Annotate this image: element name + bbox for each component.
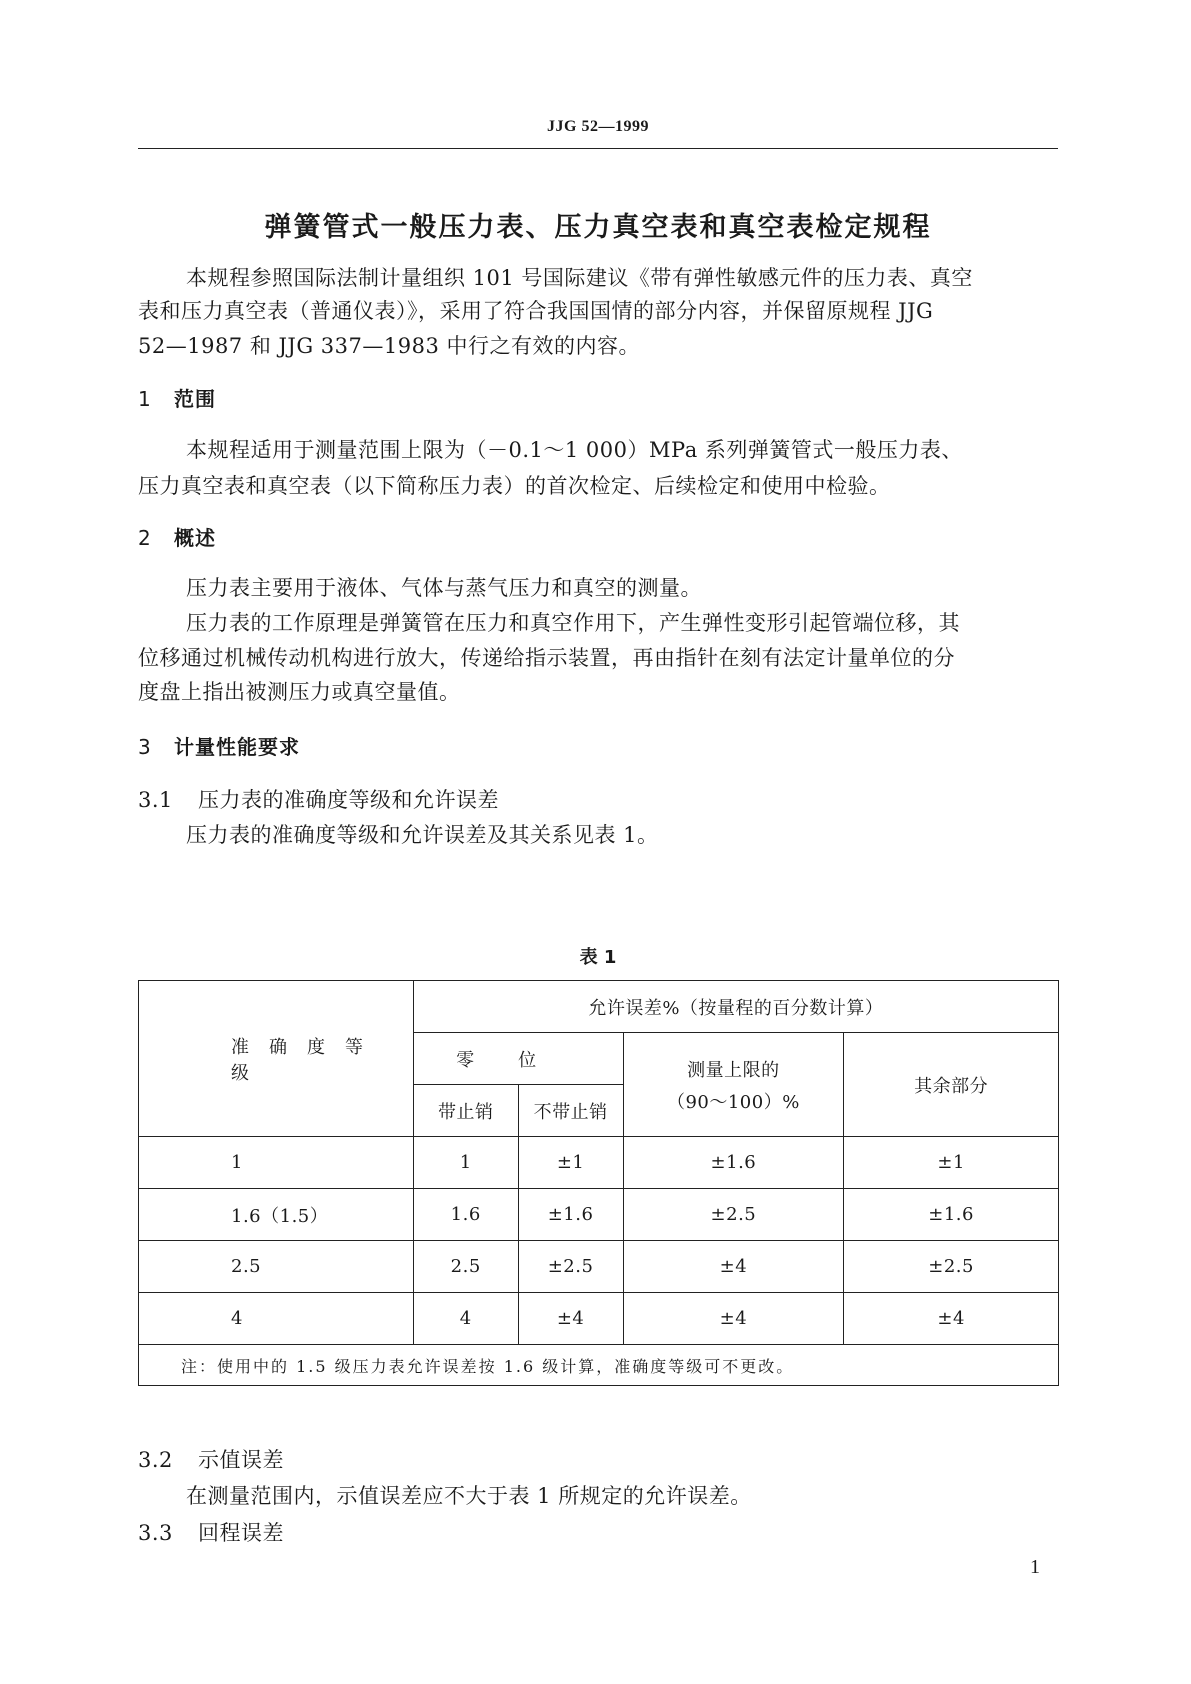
document-title: 弹簧管式一般压力表、压力真空表和真空表检定规程 — [264, 212, 932, 243]
cell-upper: ±1.6 — [623, 1137, 844, 1189]
section-2-para-2-line-1: 压力表的工作原理是弹簧管在压力和真空作用下，产生弹性变形引起管端位移，其 — [186, 611, 960, 635]
intro-line-3: 52—1987 和 JJG 337—1983 中行之有效的内容。 — [138, 334, 641, 358]
section-3-heading — [138, 731, 300, 760]
subsection-number: 3.3 — [138, 1521, 173, 1545]
section-1-line-2: 压力真空表和真空表（以下简称压力表）的首次检定、后续检定和使用中检验。 — [138, 474, 891, 498]
cell-nostop: ±2.5 — [518, 1241, 623, 1293]
section-2-para-1: 压力表主要用于液体、气体与蒸气压力和真空的测量。 — [186, 576, 702, 600]
subsection-number: 3.1 — [138, 788, 173, 812]
section-1-heading — [138, 383, 216, 412]
subsection-title: 回程误差 — [198, 1521, 284, 1545]
cell-nostop: ±1 — [518, 1137, 623, 1189]
header-rest: 其余部分 — [844, 1033, 1059, 1137]
header-upper-limit-line-2: （90～100）% — [666, 1091, 800, 1113]
header-grade: 准确度等级 — [139, 981, 414, 1137]
subsection-title: 压力表的准确度等级和允许误差 — [198, 788, 499, 812]
subsection-3-2-text: 在测量范围内，示值误差应不大于表 1 所规定的允许误差。 — [186, 1484, 752, 1508]
cell-rest: ±4 — [844, 1293, 1059, 1345]
cell-stop: 4 — [413, 1293, 518, 1345]
section-1-line-1: 本规程适用于测量范围上限为（－0.1～1 000）MPa 系列弹簧管式一般压力表、 — [186, 438, 963, 462]
header-upper-limit — [623, 1033, 844, 1137]
cell-grade: 2.5 — [139, 1241, 414, 1293]
accuracy-table — [138, 980, 1059, 1386]
cell-rest: ±1 — [844, 1137, 1059, 1189]
subsection-3-1-heading — [138, 784, 1058, 814]
section-number: 3 — [138, 735, 152, 759]
cell-nostop: ±1.6 — [518, 1189, 623, 1241]
header-allowable-error: 允许误差%（按量程的百分数计算） — [413, 981, 1058, 1033]
table-row — [139, 1189, 1059, 1241]
intro-line-1: 本规程参照国际法制计量组织 101 号国际建议《带有弹性敏感元件的压力表、真空 — [186, 266, 973, 290]
section-2-heading — [138, 522, 216, 551]
cell-upper: ±4 — [623, 1293, 844, 1345]
cell-nostop: ±4 — [518, 1293, 623, 1345]
subsection-number: 3.2 — [138, 1448, 173, 1472]
cell-rest: ±1.6 — [844, 1189, 1059, 1241]
page-number: 1 — [1030, 1556, 1040, 1578]
table-row — [139, 1241, 1059, 1293]
section-number: 2 — [138, 526, 152, 550]
cell-grade: 4 — [139, 1293, 414, 1345]
header-rule — [138, 148, 1058, 149]
header-zero: 零位 — [413, 1033, 623, 1085]
cell-rest: ±2.5 — [844, 1241, 1059, 1293]
subsection-3-1-text: 压力表的准确度等级和允许误差及其关系见表 1。 — [186, 823, 659, 847]
header-with-stop-pin: 带止销 — [413, 1085, 518, 1137]
cell-stop: 1 — [413, 1137, 518, 1189]
header-upper-limit-line-1: 测量上限的 — [687, 1059, 780, 1081]
cell-grade: 1 — [139, 1137, 414, 1189]
subsection-3-2-heading — [138, 1444, 1058, 1474]
table-caption: 表 1 — [579, 947, 617, 968]
section-number: 1 — [138, 387, 152, 411]
section-2-para-2-line-3: 度盘上指出被测压力或真空量值。 — [138, 680, 461, 704]
section-title: 范围 — [174, 387, 216, 411]
intro-line-2: 表和压力真空表（普通仪表）》，采用了符合我国国情的部分内容，并保留原规程 JJG — [138, 299, 934, 323]
table-row — [139, 1293, 1059, 1345]
subsection-title: 示值误差 — [198, 1448, 284, 1472]
table-note: 注：使用中的 1.5 级压力表允许误差按 1.6 级计算，准确度等级可不更改。 — [139, 1345, 1059, 1386]
cell-upper: ±2.5 — [623, 1189, 844, 1241]
cell-upper: ±4 — [623, 1241, 844, 1293]
section-title: 计量性能要求 — [174, 735, 300, 759]
subsection-3-3-heading — [138, 1517, 1058, 1547]
cell-stop: 2.5 — [413, 1241, 518, 1293]
cell-stop: 1.6 — [413, 1189, 518, 1241]
cell-grade: 1.6（1.5） — [139, 1189, 414, 1241]
header-without-stop-pin: 不带止销 — [518, 1085, 623, 1137]
section-2-para-2-line-2: 位移通过机械传动机构进行放大，传递给指示装置，再由指针在刻有法定计量单位的分 — [138, 646, 955, 670]
document-code-header: JJG 52—1999 — [547, 118, 649, 135]
table-row — [139, 1137, 1059, 1189]
section-title: 概述 — [174, 526, 216, 550]
